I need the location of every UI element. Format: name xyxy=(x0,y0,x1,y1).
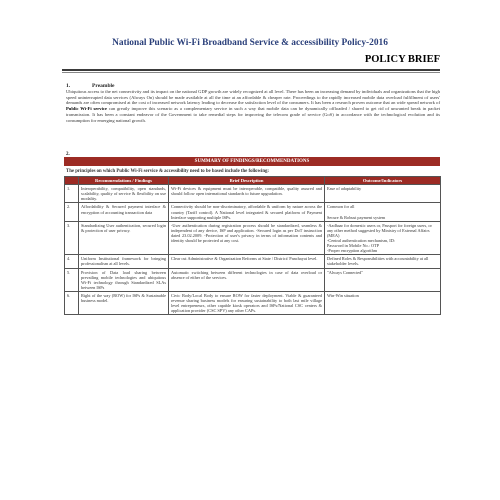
outcome-line: Secure & Robust payment system xyxy=(327,214,386,220)
row-recommendation: Uniform Institutional framework for bringing professionalism at all levels. xyxy=(79,255,169,268)
outcome-line: Defined Roles & Responsibilities with accountability at all stakeholder levels. xyxy=(327,256,429,267)
row-number: 4. xyxy=(65,255,79,268)
table-body xyxy=(65,185,441,315)
document-title: National Public Wi-Fi Broadband Service & accessibility Policy-2016 xyxy=(112,38,388,48)
row-number: 6. xyxy=(65,291,79,314)
preamble-heading: Preamble xyxy=(92,83,115,89)
row-recommendation: Standardizing User authentication, secured login & protection of user privacy. xyxy=(79,221,169,255)
principles-intro: The principles on which Public Wi-Fi service & accessibility need to be based include the following: xyxy=(66,169,270,174)
row-number: 3. xyxy=(65,221,79,255)
row-outcome xyxy=(325,221,441,255)
table-header-row xyxy=(65,177,441,185)
outcome-line: "Always Connected" xyxy=(327,269,364,275)
preamble-number: 1. xyxy=(66,83,71,89)
header-rule xyxy=(62,69,440,71)
table-row xyxy=(65,185,441,203)
outcome-line: Ease of adaptability xyxy=(327,186,362,192)
row-recommendation: Provision of Data load sharing between prevailing mobile technologies and ubiquitous Wi-Fi technology through Standardized SLAs between ISPs xyxy=(79,268,169,291)
preamble-text-lead: Ubiquitous access to the net connectivity and its impact on the national GDP growth are widely recognized at all level. There has been an increasing demand by individuals and organizations that the high speed uninterrupted data services (Always On) should be made available at all the time at an affordable & cheaper rate. Proceedings to the rapidly increased mobile data overload fulfillment of users' demands are often compromised at the cost of increased network latency leading to decrease the satisfaction level of the consumers. It has been a research proven outcome that an wide spread network of xyxy=(66,89,440,106)
header-description: Brief Description xyxy=(169,177,325,185)
outcome-line: Win-Win situation xyxy=(327,292,359,298)
row-description: Wi-Fi devices & equipment must be interoperable, compatible, quality assured and should follow open international standards to future upgradation. xyxy=(169,185,325,203)
header-recommendations: Recommendations / Findings xyxy=(79,177,169,185)
policy-brief-label: POLICY BRIEF xyxy=(364,54,440,65)
preamble-text-tail: can greatly improve this scenario as a complementary service in such a way that mobile data can be dynamically offloaded / shared to get rid of unwanted break in packet transmission. It has been a constant endeavor of the Government to take remedial steps for improving the telecom grade of service (GoS) in accordance with the technological evolution and its consumption for emerging national growth. xyxy=(66,106,440,123)
row-description: -User authentication during registration process should be standardized, seamless & independent of any device, ISP and application. -Secured login as per DoT instruction dated 23.02.2009. -Protection of user's privacy in terms of information contents and identity should be protected at any cost. xyxy=(169,221,325,255)
row-description: Clear cut Administrative & Organization Reforms at State / District/ Panchayat level. xyxy=(169,255,325,268)
outcome-line: -Aadhaar for domestic users or, Passport for foreign users, or any other method suggested by Ministry of External Affairs (MEA) xyxy=(327,222,432,238)
outcome-line: Common for all xyxy=(327,204,355,210)
outcome-line: -Proper encryption algorithm xyxy=(327,248,378,254)
section-2-number: 2. xyxy=(66,152,70,157)
row-description: Civic Body/Local Body to ensure ROW for faster deployment. Viable & guaranteed revenue sharing business models for ensuring sustainability to both last mile village level entrepreneurs, other capable kiosk operators and ISPs/National CSC centers & application provider (CSC SPV) any other CAPs. xyxy=(169,291,325,314)
table-row xyxy=(65,291,441,314)
row-number: 2. xyxy=(65,203,79,221)
row-outcome xyxy=(325,268,441,291)
recommendations-table xyxy=(64,176,441,315)
row-description: Connectivity should be non-discriminatory, affordable & uniform by nature across the country (Tariff control). A National level integrated & secured platform of Payment Interface supporting multiple ISPs. xyxy=(169,203,325,221)
row-outcome xyxy=(325,291,441,314)
header-num xyxy=(65,177,79,185)
row-recommendation: Interoperability, compatibility, open standards, scalability, quality of service & flexibility on use modality. xyxy=(79,185,169,203)
row-number: 5. xyxy=(65,268,79,291)
preamble-paragraph xyxy=(66,89,440,123)
row-recommendation: Right of the way (ROW) for ISPs & Sustainable business model. xyxy=(79,291,169,314)
summary-banner: SUMMARY OF FINDINGS/RECOMMENDATIONS xyxy=(64,157,440,166)
outcome-line: -Central authentication mechanism, ID: xyxy=(327,238,396,244)
row-outcome xyxy=(325,185,441,203)
header-outcome: Outcome/Indicators xyxy=(325,177,441,185)
row-description: Automatic switching between different technologies in case of data overload or absence of either of the services. xyxy=(169,268,325,291)
table-row xyxy=(65,221,441,255)
row-outcome xyxy=(325,203,441,221)
row-number: 1. xyxy=(65,185,79,203)
table-row xyxy=(65,255,441,268)
row-recommendation: Affordability & Secured payment interface & encryption of accounting transaction data xyxy=(79,203,169,221)
table-row xyxy=(65,203,441,221)
outcome-line: Password in Mobile No.: OTP xyxy=(327,243,380,249)
table-row xyxy=(65,268,441,291)
preamble-text-bold: Public Wi-Fi service xyxy=(66,106,107,112)
row-outcome xyxy=(325,255,441,268)
header-rule-thin xyxy=(62,72,440,73)
